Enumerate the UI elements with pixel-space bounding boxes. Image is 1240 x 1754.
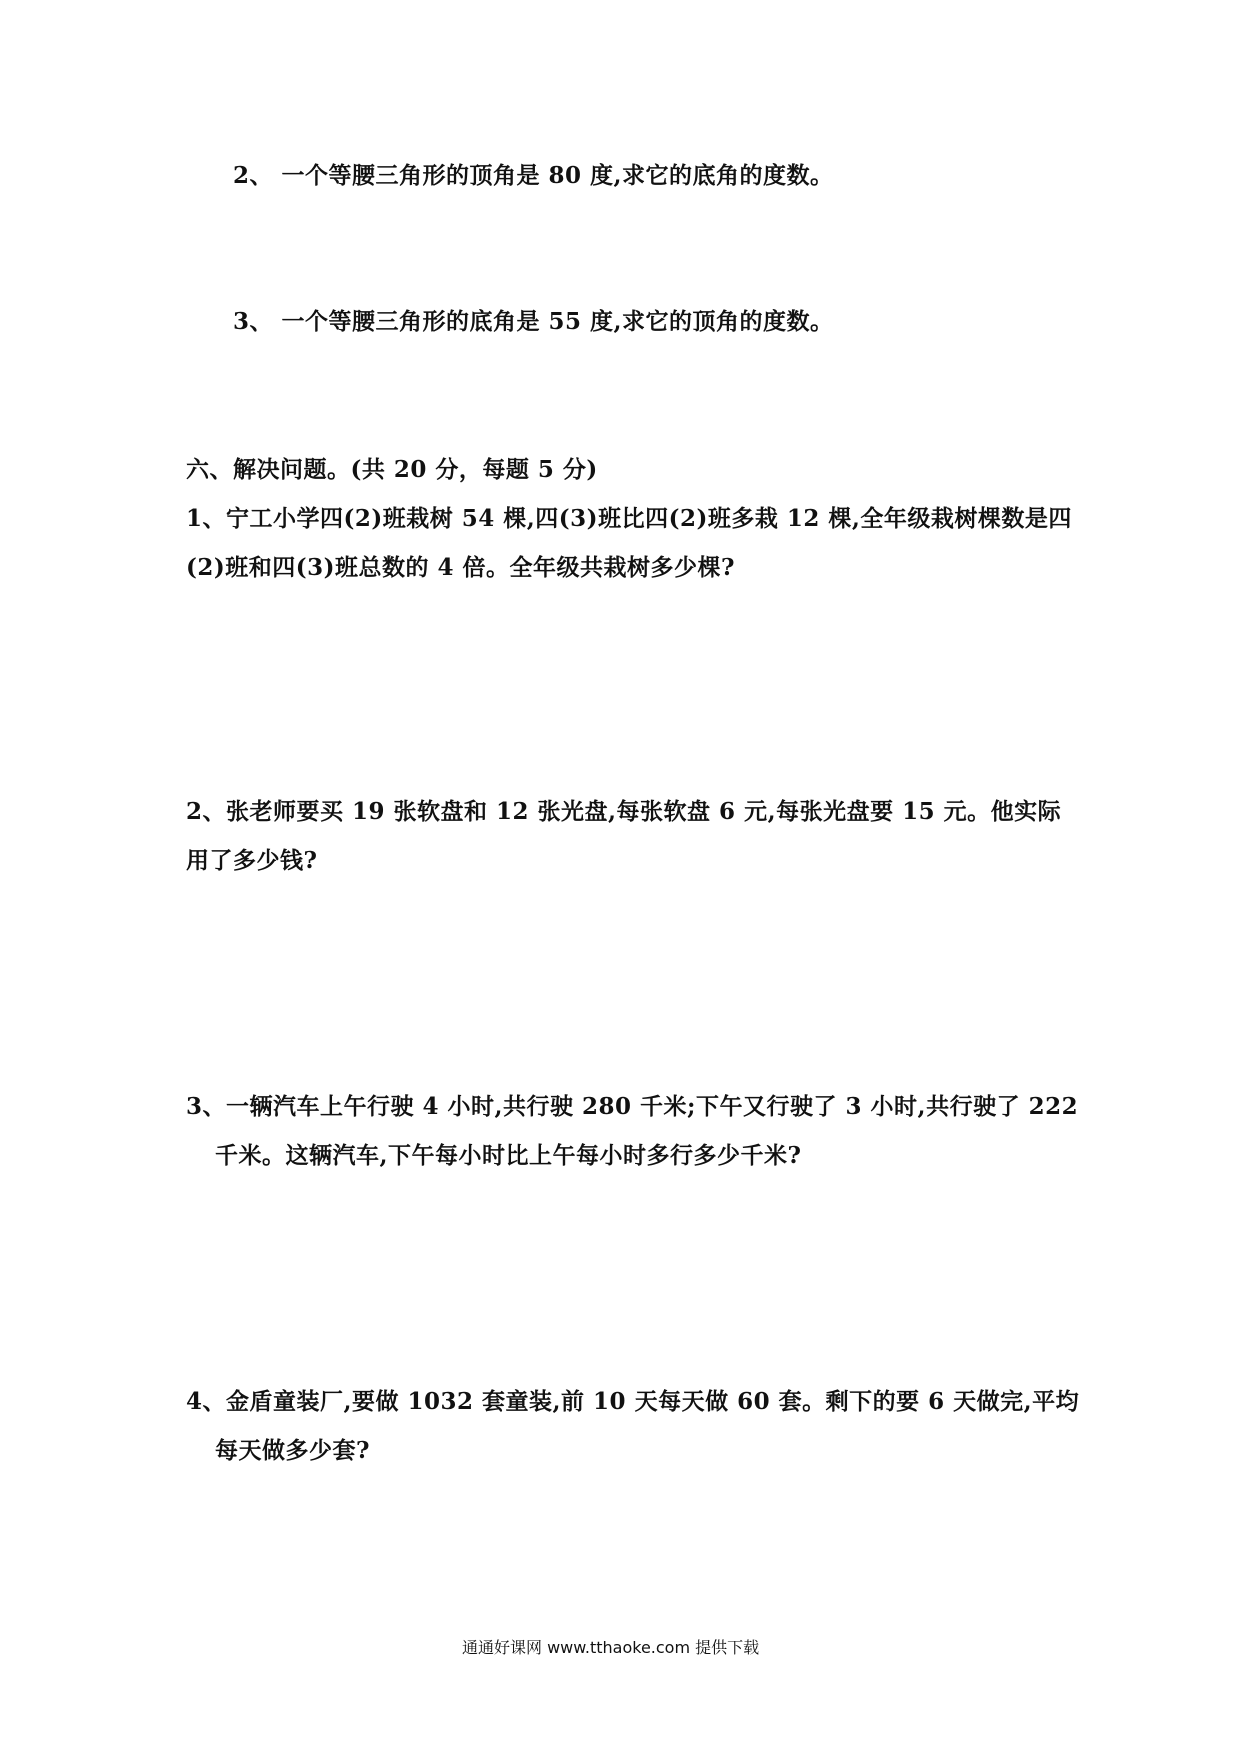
section-heading: 六、解决问题。(共 20 分，每题 5 分)	[186, 456, 598, 483]
problem-2-line-1: 2、张老师要买 19 张软盘和 12 张光盘,每张软盘 6 元,每张光盘要 15 元。他实际	[186, 798, 1062, 825]
problem-3-line-2: 千米。这辆汽车,下午每小时比上午每小时多行多少千米?	[215, 1142, 802, 1169]
footer-credit: 通通好课网 www.tthaoke.com 提供下载	[462, 1638, 760, 1657]
problem-4-line-2: 每天做多少套?	[215, 1437, 370, 1464]
problem-4-line-1: 4、金盾童装厂,要做 1032 套童装,前 10 天每天做 60 套。剩下的要 6 天做完,平均	[186, 1388, 1080, 1415]
problem-3-line-1: 3、一辆汽车上午行驶 4 小时,共行驶 280 千米;下午又行驶了 3 小时,共行驶了 222	[186, 1093, 1079, 1120]
question-2: 2、 一个等腰三角形的顶角是 80 度,求它的底角的度数。	[233, 162, 834, 189]
question-3: 3、 一个等腰三角形的底角是 55 度,求它的顶角的度数。	[233, 308, 834, 335]
problem-2-line-2: 用了多少钱?	[186, 847, 318, 874]
problem-1-line-2: (2)班和四(3)班总数的 4 倍。全年级共栽树多少棵?	[186, 554, 736, 581]
problem-1-line-1: 1、宁工小学四(2)班栽树 54 棵,四(3)班比四(2)班多栽 12 棵,全年级栽树棵数是四	[186, 505, 1072, 532]
